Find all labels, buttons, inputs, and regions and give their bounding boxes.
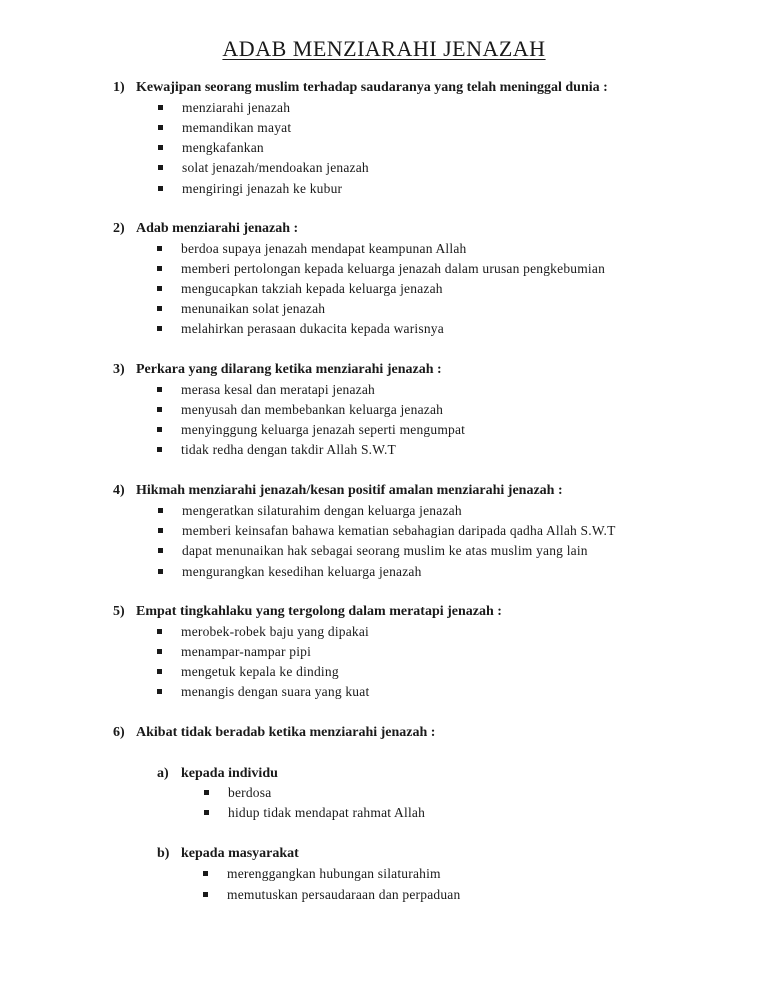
list-item-text: mengucapkan takziah kepada keluarga jenazah	[181, 281, 443, 296]
subsection-letter: b)	[157, 846, 170, 861]
bullet-icon	[157, 629, 162, 634]
subsection-b-heading	[157, 845, 299, 863]
section-1-heading	[113, 79, 608, 97]
list-item-text: memberi keinsafan bahawa kematian sebahagian daripada qadha Allah S.W.T	[182, 523, 616, 538]
section-5-heading	[113, 603, 502, 621]
bullet-icon	[204, 790, 209, 795]
list-item-text: dapat menunaikan hak sebagai seorang muslim ke atas muslim yang lain	[182, 543, 588, 558]
section-number: 1)	[113, 80, 125, 95]
section-number: 5)	[113, 604, 125, 619]
list-item-text: mengiringi jenazah ke kubur	[182, 181, 343, 196]
bullet-icon	[158, 528, 163, 533]
list-item-text: mengeratkan silaturahim dengan keluarga jenazah	[182, 503, 462, 518]
bullet-icon	[157, 266, 162, 271]
list-item-text: menunaikan solat jenazah	[181, 301, 326, 316]
section-number: 6)	[113, 725, 125, 740]
list-item-text: memutuskan persaudaraan dan perpaduan	[227, 887, 461, 902]
list-item-text: menziarahi jenazah	[182, 100, 291, 115]
section-title: Perkara yang dilarang ketika menziarahi jenazah :	[136, 362, 442, 377]
list-item-text: menangis dengan suara yang kuat	[181, 684, 370, 699]
list-item-text: berdoa supaya jenazah mendapat keampunan Allah	[181, 241, 467, 256]
page-title: ADAB MENZIARAHI JENAZAH	[222, 36, 546, 61]
list-item-text: merenggangkan hubungan silaturahim	[227, 866, 441, 881]
section-number: 3)	[113, 362, 125, 377]
bullet-icon	[157, 306, 162, 311]
section-number: 4)	[113, 483, 125, 498]
section-6-heading	[113, 724, 435, 742]
bullet-icon	[157, 387, 162, 392]
section-title: Empat tingkahlaku yang tergolong dalam meratapi jenazah :	[136, 604, 502, 619]
list-item-text: merobek-robek baju yang dipakai	[181, 624, 370, 639]
bullet-icon	[157, 669, 162, 674]
bullet-icon	[158, 145, 163, 150]
list-item-text: memberi pertolongan kepada keluarga jenazah dalam urusan pengkebumian	[181, 261, 606, 276]
list-item-text: mengetuk kepala ke dinding	[181, 664, 339, 679]
bullet-icon	[158, 186, 163, 191]
list-item-text: merasa kesal dan meratapi jenazah	[181, 382, 375, 397]
section-3-heading	[113, 361, 442, 379]
bullet-icon	[203, 871, 208, 876]
list-item-text: hidup tidak mendapat rahmat Allah	[228, 805, 426, 820]
bullet-icon	[157, 286, 162, 291]
bullet-icon	[158, 165, 163, 170]
section-title: Akibat tidak beradab ketika menziarahi jenazah :	[136, 725, 436, 740]
section-4-heading	[113, 482, 563, 500]
list-item-text: menampar-nampar pipi	[181, 644, 312, 659]
bullet-icon	[157, 447, 162, 452]
list-item-text: solat jenazah/mendoakan jenazah	[182, 160, 369, 175]
list-item-text: mengkafankan	[182, 140, 264, 155]
bullet-icon	[157, 326, 162, 331]
list-item-text: mengurangkan kesedihan keluarga jenazah	[182, 564, 422, 579]
bullet-icon	[158, 548, 163, 553]
bullet-icon	[203, 892, 208, 897]
subsection-a-heading	[157, 765, 278, 783]
bullet-icon	[158, 569, 163, 574]
bullet-icon	[158, 105, 163, 110]
list-item-text: tidak redha dengan takdir Allah S.W.T	[181, 442, 396, 457]
subsection-title: kepada individu	[181, 766, 278, 781]
section-title: Kewajipan seorang muslim terhadap saudaranya yang telah meninggal dunia :	[136, 80, 608, 95]
list-item-text: menyinggung keluarga jenazah seperti mengumpat	[181, 422, 466, 437]
subsection-title: kepada masyarakat	[181, 846, 299, 861]
section-2-heading	[113, 220, 298, 238]
bullet-icon	[157, 407, 162, 412]
section-title: Adab menziarahi jenazah :	[136, 221, 299, 236]
section-title: Hikmah menziarahi jenazah/kesan positif amalan menziarahi jenazah :	[136, 483, 563, 498]
bullet-icon	[204, 810, 209, 815]
section-number: 2)	[113, 221, 125, 236]
bullet-icon	[158, 125, 163, 130]
bullet-icon	[157, 246, 162, 251]
list-item-text: melahirkan perasaan dukacita kepada warisnya	[181, 321, 444, 336]
list-item-text: menyusah dan membebankan keluarga jenazah	[181, 402, 444, 417]
list-item-text: memandikan mayat	[182, 120, 292, 135]
bullet-icon	[157, 649, 162, 654]
bullet-icon	[157, 689, 162, 694]
bullet-icon	[158, 508, 163, 513]
bullet-icon	[157, 427, 162, 432]
subsection-letter: a)	[157, 766, 169, 781]
list-item-text: berdosa	[228, 785, 272, 800]
